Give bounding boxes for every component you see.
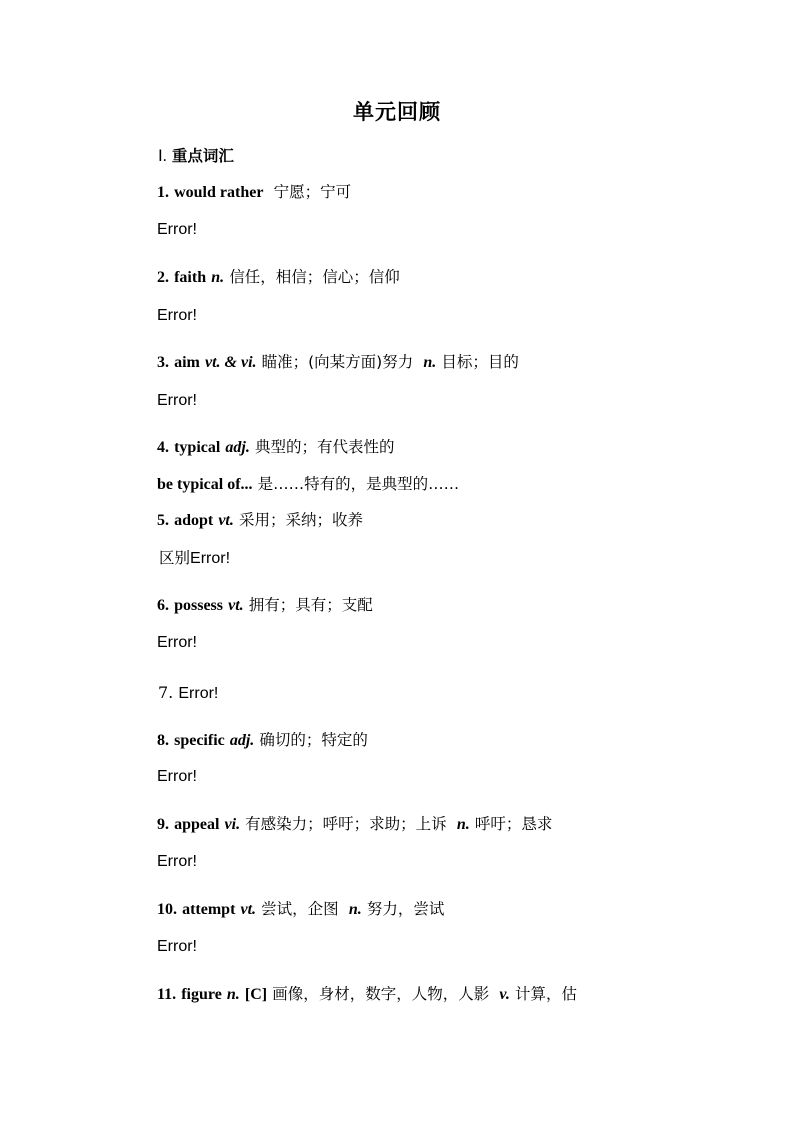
error-placeholder-3: Error! bbox=[157, 392, 197, 409]
vocab-entry-10 bbox=[157, 899, 444, 920]
entry-pos-secondary: n. bbox=[456, 816, 470, 833]
entry-pos: adj. bbox=[229, 732, 255, 749]
entry-word: appeal bbox=[174, 816, 220, 833]
entry-number: 4. bbox=[157, 439, 169, 456]
entry-number: 1. bbox=[157, 184, 169, 201]
distinction-line-5 bbox=[159, 548, 230, 569]
entry-pos: n. bbox=[211, 269, 225, 286]
entry-number: 6. bbox=[157, 597, 169, 614]
error-placeholder-9: Error! bbox=[157, 853, 197, 870]
entry-meaning: 宁愿；宁可 bbox=[273, 183, 352, 201]
entry-meaning-secondary: 计算，估 bbox=[515, 985, 578, 1003]
entry-pos: vt. bbox=[228, 597, 244, 614]
vocab-entry-9 bbox=[157, 814, 552, 835]
entry-word: specific bbox=[174, 732, 225, 749]
error-placeholder-5: Error! bbox=[190, 550, 231, 567]
vocab-entry-11 bbox=[157, 984, 577, 1005]
entry-word: attempt bbox=[182, 901, 236, 918]
entry-number: 10. bbox=[157, 901, 177, 918]
entry-pos: adj. bbox=[225, 439, 250, 456]
entry-meaning-secondary: 目标；目的 bbox=[441, 353, 519, 371]
entry-meaning: 尝试，企图 bbox=[261, 900, 339, 918]
entry-number: 9. bbox=[157, 816, 169, 833]
entry-meaning: 信任，相信；信心；信仰 bbox=[229, 268, 400, 286]
entry-pos: vt. bbox=[218, 512, 234, 529]
section-label: 重点词汇 bbox=[171, 147, 234, 165]
entry-pos: vt. bbox=[240, 901, 257, 918]
entry-word: possess bbox=[174, 597, 223, 614]
entry-meaning: 画像，身材，数字，人物，人影 bbox=[272, 985, 490, 1003]
error-placeholder-8: Error! bbox=[157, 768, 197, 785]
phrase-meaning: 是……特有的，是典型的…… bbox=[257, 475, 460, 493]
entry-word: would rather bbox=[174, 184, 264, 201]
entry-word: aim bbox=[174, 354, 200, 371]
section-heading bbox=[158, 146, 234, 167]
vocab-phrase-4 bbox=[157, 474, 459, 495]
entry-pos: n. bbox=[226, 986, 240, 1003]
entry-word: typical bbox=[174, 439, 221, 456]
phrase-text: be typical of... bbox=[157, 476, 253, 493]
entry-meaning: 确切的；特定的 bbox=[259, 731, 368, 749]
entry-countability: [C] bbox=[244, 986, 268, 1003]
entry-meaning-secondary: 努力，尝试 bbox=[366, 900, 445, 918]
entry-meaning: 有感染力；呼吁；求助；上诉 bbox=[245, 815, 447, 833]
distinction-label: 区别 bbox=[159, 549, 191, 567]
vocab-entry-8 bbox=[157, 730, 368, 751]
entry-word: faith bbox=[174, 269, 207, 286]
vocab-entry-1 bbox=[157, 182, 351, 203]
entry-number: 7. bbox=[158, 683, 174, 702]
page-title: 单元回顾 bbox=[353, 100, 441, 124]
vocab-entry-2 bbox=[157, 267, 400, 288]
vocab-entry-5 bbox=[157, 510, 363, 531]
entry-pos-secondary: v. bbox=[499, 986, 510, 1003]
entry-pos-secondary: n. bbox=[423, 354, 437, 371]
entry-meaning: 典型的；有代表性的 bbox=[254, 438, 395, 456]
entry-number: 8. bbox=[157, 732, 169, 749]
error-placeholder-6: Error! bbox=[157, 634, 197, 651]
error-placeholder-2: Error! bbox=[157, 307, 197, 324]
entry-word: adopt bbox=[174, 512, 214, 529]
entry-meaning: 瞄准；(向某方面)努力 bbox=[261, 353, 414, 371]
vocab-entry-3 bbox=[157, 352, 519, 373]
vocab-entry-7 bbox=[158, 683, 218, 704]
entry-pos: vt. & vi. bbox=[204, 354, 257, 371]
entry-number: 5. bbox=[157, 512, 169, 529]
entry-pos-secondary: n. bbox=[348, 901, 362, 918]
entry-number: 11. bbox=[157, 986, 177, 1003]
entry-meaning-secondary: 呼吁；恳求 bbox=[474, 815, 553, 833]
error-placeholder-7: Error! bbox=[178, 685, 219, 702]
error-placeholder-10: Error! bbox=[157, 938, 197, 955]
section-numeral: Ⅰ. bbox=[158, 148, 167, 165]
vocab-entry-6 bbox=[157, 595, 373, 616]
vocab-entry-4 bbox=[157, 437, 394, 458]
entry-meaning: 采用；采纳；收养 bbox=[238, 511, 363, 529]
entry-pos: vi. bbox=[224, 816, 241, 833]
entry-number: 3. bbox=[157, 354, 169, 371]
entry-word: figure bbox=[181, 986, 222, 1003]
entry-number: 2. bbox=[157, 269, 169, 286]
entry-meaning: 拥有；具有；支配 bbox=[248, 596, 373, 614]
error-placeholder-1: Error! bbox=[157, 221, 197, 238]
